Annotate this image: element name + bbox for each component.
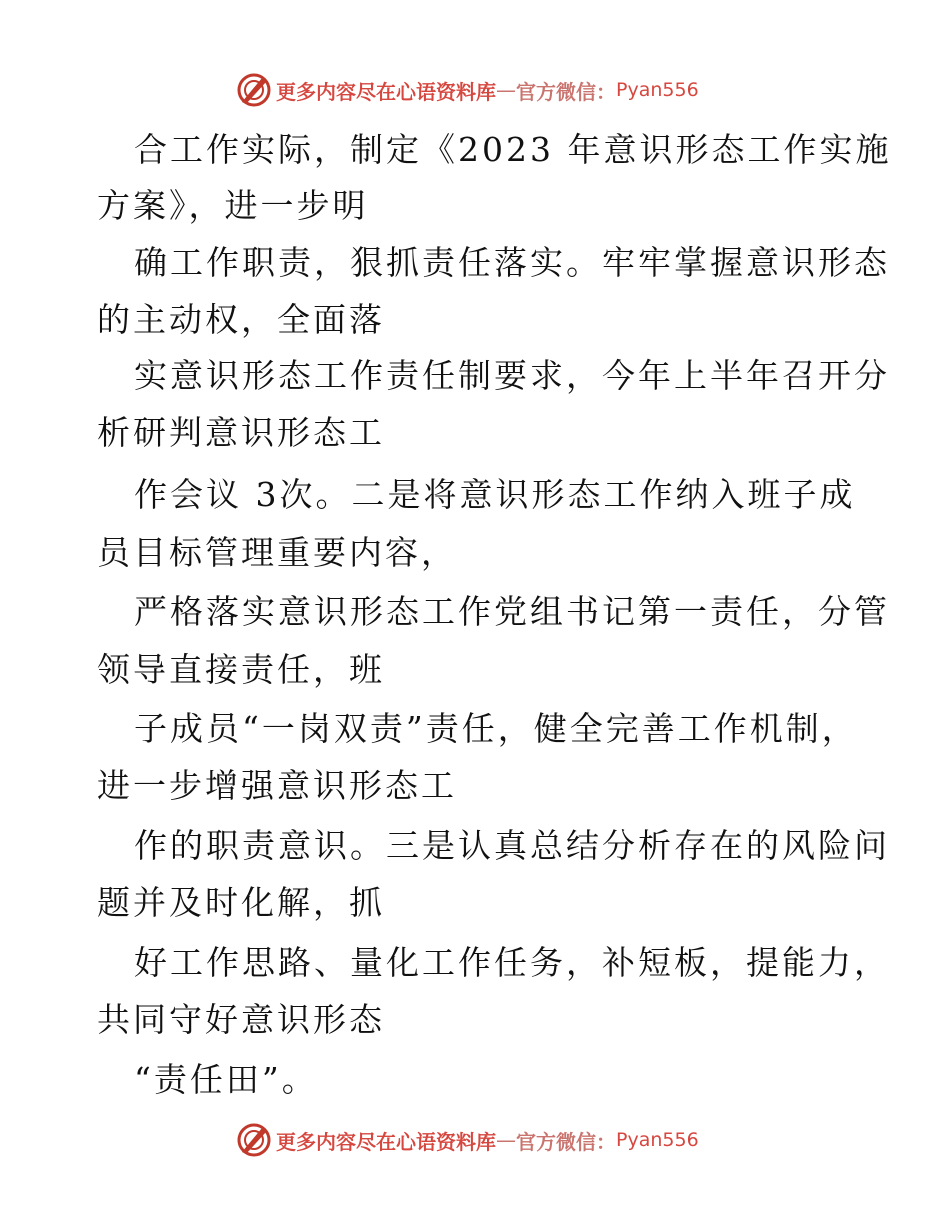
body-line: 严格落实意识形态工作党组书记第一责任，分管 <box>134 592 890 631</box>
header-watermark <box>236 70 699 110</box>
body-line: 合工作实际，制定《2023 年意识形态工作实施 <box>134 130 892 169</box>
body-line: 共同守好意识形态 <box>97 1000 385 1039</box>
watermark-id: Pyan556 <box>616 1129 699 1151</box>
quill-logo-icon <box>236 72 272 108</box>
body-line: 好工作思路、量化工作任务，补短板，提能力， <box>134 943 890 982</box>
watermark-id: Pyan556 <box>616 79 699 101</box>
body-line: 确工作职责，狠抓责任落实。牢牢掌握意识形态 <box>134 243 890 282</box>
body-line: 题并及时化解，抓 <box>97 883 385 922</box>
watermark-label: 官方微信： <box>516 79 616 104</box>
watermark-text: 更多内容尽在心语资料库 <box>276 1129 496 1154</box>
body-line: 领导直接责任，班 <box>97 650 385 689</box>
body-line: 进一步增强意识形态工 <box>97 766 457 805</box>
body-line: 的主动权，全面落 <box>97 300 385 339</box>
watermark-separator: — <box>496 78 516 102</box>
body-line: 方案》，进一步明 <box>97 186 369 225</box>
watermark-label: 官方微信： <box>516 1129 616 1154</box>
body-line: 析研判意识形态工 <box>97 413 385 452</box>
body-line: 作的职责意识。三是认真总结分析存在的风险问 <box>134 826 890 865</box>
watermark-text: 更多内容尽在心语资料库 <box>276 79 496 104</box>
body-line: 实意识形态工作责任制要求，今年上半年召开分 <box>134 356 890 395</box>
body-line: “责任田”。 <box>134 1060 318 1099</box>
body-line: 子成员“一岗双责”责任，健全完善工作机制， <box>134 709 858 748</box>
body-line: 员目标管理重要内容， <box>97 533 457 572</box>
quill-logo-icon <box>236 1122 272 1158</box>
footer-watermark <box>236 1120 699 1160</box>
body-line: 作会议 3次。二是将意识形态工作纳入班子成 <box>134 475 856 514</box>
watermark-separator: — <box>496 1128 516 1152</box>
